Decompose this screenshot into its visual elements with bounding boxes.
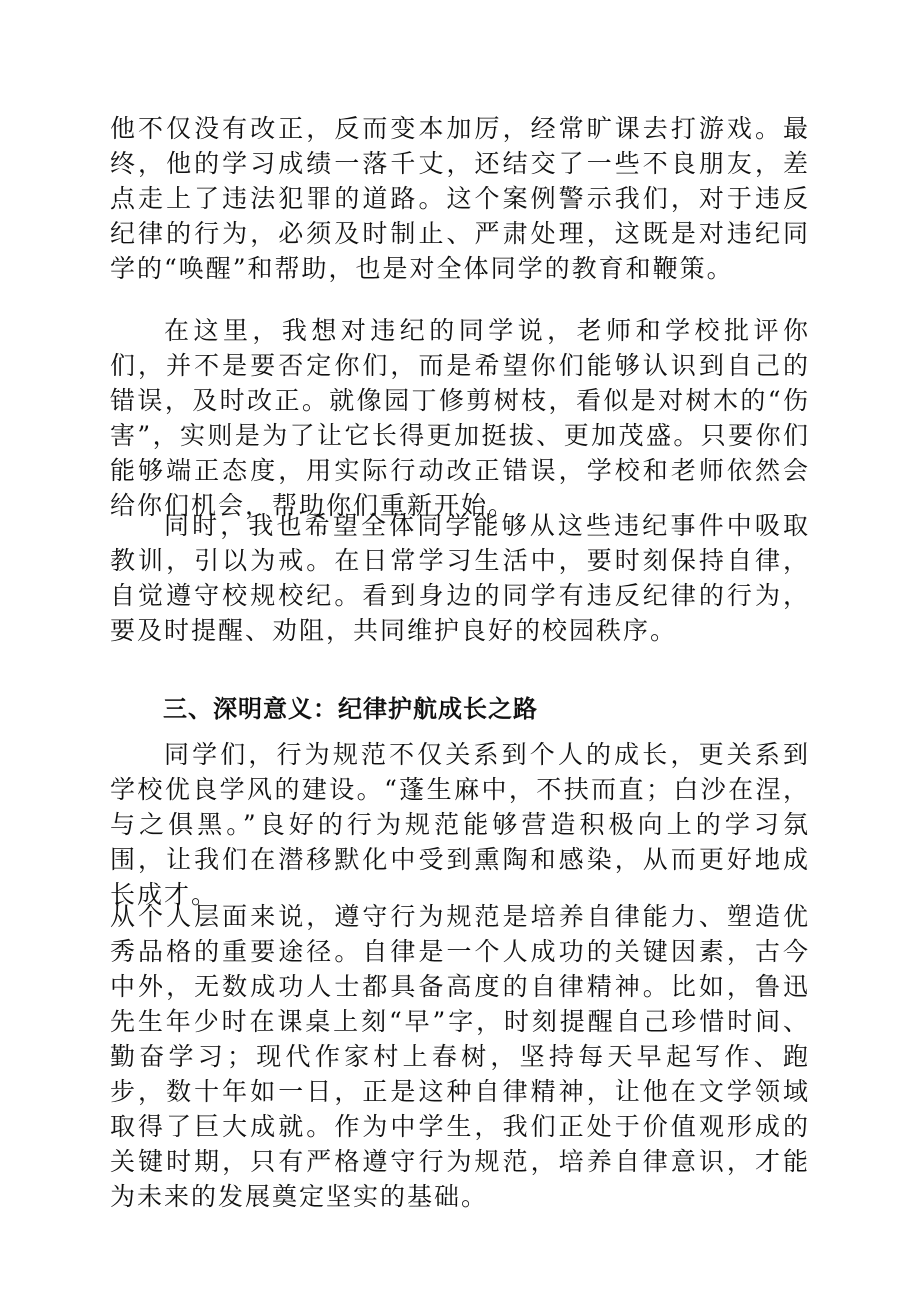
paragraph-case-warning: 他不仅没有改正，反而变本加厉，经常旷课去打游戏。最终，他的学习成绩一落千丈，还结交了一些不良朋友，差点走上了违法犯罪的道路。这个案例警示我们，对于违反纪律的行为，必须及时制止、严肃处理，这既是对违纪同学的“唤醒”和帮助，也是对全体同学的教育和鞭策。	[110, 114, 810, 283]
section-heading: 三、深明意义：纪律护航成长之路	[163, 695, 538, 723]
paragraph-lessons-for-all: 同时，我也希望全体同学能够从这些违纪事件中吸取教训，引以为戒。在日常学习生活中，要时刻保持自律，自觉遵守校规校纪。看到身边的同学有违反纪律的行为，要及时提醒、劝阻，共同维护良好的校园秩序。	[110, 511, 810, 645]
paragraph-message-to-violators: 在这里，我想对违纪的同学说，老师和学校批评你们，并不是要否定你们，而是希望你们能够认识到自己的错误，及时改正。就像园丁修剪树枝，看似是对树木的“伤害”，实则是为了让它长得更加挺拔、更加茂盛。只要你们能够端正态度，用实际行动改正错误，学校和老师依然会给你们机会，帮助你们重新开始。	[110, 316, 810, 520]
paragraph-school-atmosphere: 同学们，行为规范不仅关系到个人的成长，更关系到学校优良学风的建设。“蓬生麻中，不扶而直；白沙在涅，与之俱黑。”良好的行为规范能够营造积极向上的学习氛围，让我们在潜移默化中受到熏陶和感染，从而更好地成长成才。	[110, 740, 810, 909]
paragraph-self-discipline: 从个人层面来说，遵守行为规范是培养自律能力、塑造优秀品格的重要途径。自律是一个人成功的关键因素，古今中外，无数成功人士都具备高度的自律精神。比如，鲁迅先生年少时在课桌上刻“早”字，时刻提醒自己珍惜时间、勤奋学习；现代作家村上春树，坚持每天早起写作、跑步，数十年如一日，正是这种自律精神，让他在文学领域取得了巨大成就。作为中学生，我们正处于价值观形成的关键时期，只有严格遵守行为规范，培养自律意识，才能为未来的发展奠定坚实的基础。	[110, 902, 810, 1211]
